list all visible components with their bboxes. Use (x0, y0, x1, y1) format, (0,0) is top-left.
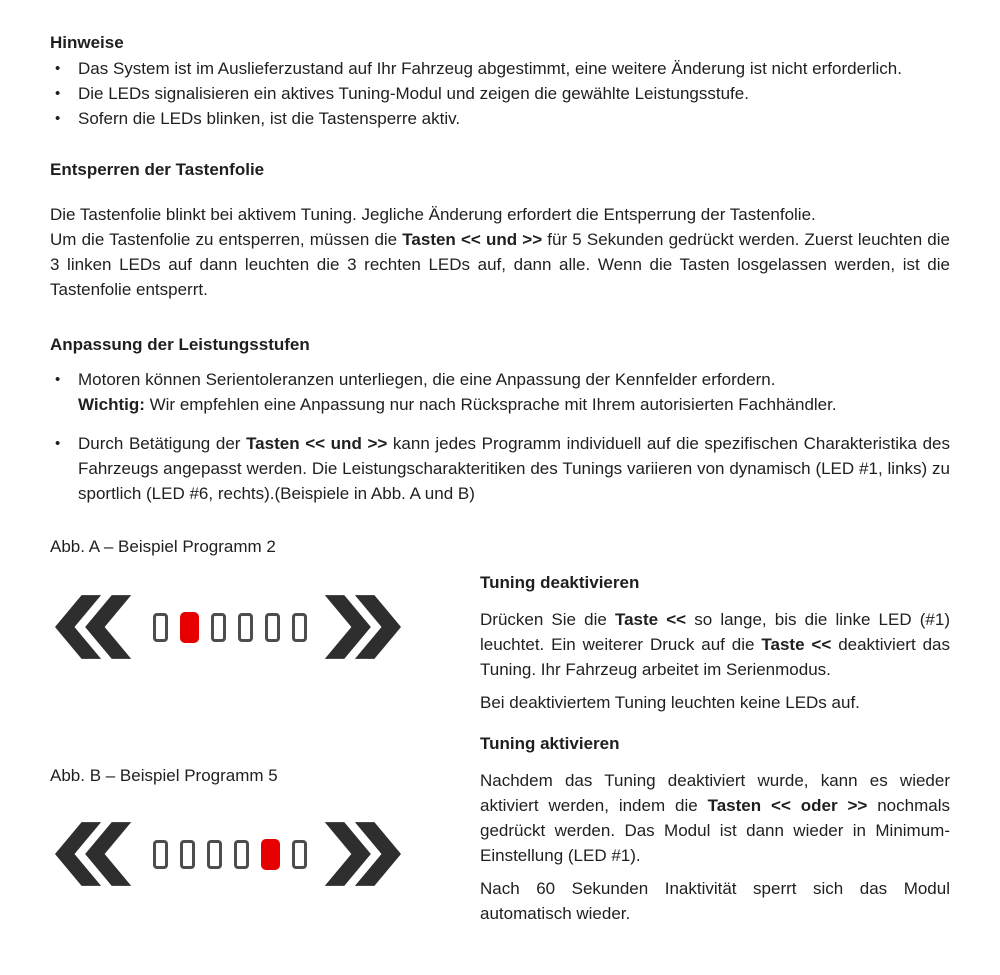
deaktivieren-paragraph-2: Bei deaktiviertem Tuning leuchten keine LEDs auf. (480, 693, 860, 712)
led-1 (153, 840, 168, 869)
led-3 (211, 613, 226, 642)
hinweise-bullet-1-text: Das System ist im Auslieferzustand auf Ihr Fahrzeug abgestimmt, eine weitere Änderung ist nicht erforderlich. (78, 59, 902, 78)
anpassung-bullet-2-text (78, 431, 950, 506)
hinweise-bullet-2 (50, 81, 950, 106)
led-4 (234, 840, 249, 869)
hinweise-bullet-3 (50, 106, 950, 131)
deaktivieren-paragraph-1 (480, 607, 950, 682)
section-title-hinweise: Hinweise (50, 33, 124, 52)
anpassung-bullet-1-line-2 (78, 392, 950, 417)
hinweise-bullet-3-text: Sofern die LEDs blinken, ist die Tastensperre aktiv. (78, 109, 461, 128)
section-hinweise (50, 30, 950, 131)
text-run: Nachdem das Tuning deaktiviert wurde, kann es wieder aktiviert werden, indem die (480, 771, 950, 815)
led-strip (153, 612, 307, 643)
text-run: so lange, bis die linke LED (#1) leuchtet. Ein weiterer Druck auf die (480, 610, 950, 654)
bullet-icon: • (55, 371, 61, 388)
figures-column (50, 534, 480, 934)
figure-b-led-display (55, 818, 480, 890)
entsperren-line-1: Die Tastenfolie blinkt bei aktivem Tuning. Jegliche Änderung erfordert die Entsperrung der Tastenfolie. (50, 205, 816, 224)
bold-text-run: Wichtig: (78, 395, 145, 414)
text-run: Um die Tastenfolie zu entsperren, müssen die (50, 230, 403, 249)
led-strip (153, 839, 307, 870)
anpassung-bullet-1 (50, 367, 950, 417)
text-run: Wir empfehlen eine Anpassung nur nach Rücksprache mit Ihrem autorisierten Fachhändler. (144, 395, 837, 414)
anpassung-bullet-1-line-1: Motoren können Serientoleranzen unterliegen, die eine Anpassung der Kennfelder erfordern. (78, 370, 776, 389)
section-title-aktivieren: Tuning aktivieren (480, 734, 620, 753)
led-6 (292, 840, 307, 869)
bullet-icon: • (55, 435, 61, 452)
aktivieren-paragraph-1 (480, 768, 950, 868)
instructions-column (480, 534, 950, 934)
text-run: nochmals gedrückt werden. Das Modul ist dann wieder in Minimum-Einstellung (LED #1). (480, 796, 950, 865)
led-1 (153, 613, 168, 642)
figure-b-caption: Abb. B – Beispiel Programm 5 (50, 766, 278, 785)
section-entsperren (50, 157, 950, 302)
anpassung-bullet-1-text (78, 367, 950, 417)
bold-text-run: Taste << (614, 610, 687, 629)
led-6 (292, 613, 307, 642)
text-run: Drücken Sie die (480, 610, 615, 629)
led-5-active (261, 839, 280, 870)
bold-text-run: Tasten << und >> (246, 434, 388, 453)
bullet-icon: • (55, 110, 61, 127)
section-title-anpassung: Anpassung der Leistungsstufen (50, 335, 310, 354)
text-run: Durch Betätigung der (78, 434, 247, 453)
section-title-entsperren: Entsperren der Tastenfolie (50, 160, 265, 179)
figure-a-caption: Abb. A – Beispiel Programm 2 (50, 537, 276, 556)
bullet-icon: • (55, 85, 61, 102)
double-chevron-right-icon (323, 818, 401, 890)
section-title-deaktivieren: Tuning deaktivieren (480, 573, 640, 592)
bold-text-run: Tasten << oder >> (707, 796, 868, 815)
figures-and-instructions (50, 534, 950, 934)
text-run: deaktiviert das Tuning. Ihr Fahrzeug arbeitet im Serienmodus. (480, 635, 950, 679)
hinweise-bullet-2-text: Die LEDs signalisieren ein aktives Tuning-Modul und zeigen die gewählte Leistungsstufe. (78, 84, 749, 103)
double-chevron-left-icon (55, 818, 133, 890)
led-3 (207, 840, 222, 869)
anpassung-bullet-2 (50, 431, 950, 506)
bullet-icon: • (55, 60, 61, 77)
led-2-active (180, 612, 199, 643)
entsperren-paragraph (50, 227, 950, 302)
bold-text-run: Tasten << und >> (402, 230, 543, 249)
text-run: kann jedes Programm individuell auf die spezifischen Charakteristika des Fahrzeugs angepasst werden. Die Leistungscharakteritiken des Tunings variieren von dynamisch (LED #1, links) zu sportlich (LED #6, rechts).(Beispiele in Abb. A und B) (78, 434, 950, 503)
section-anpassung (50, 332, 950, 506)
double-chevron-right-icon (323, 591, 401, 663)
double-chevron-left-icon (55, 591, 133, 663)
text-run: für 5 Sekunden gedrückt werden. Zuerst leuchten die 3 linken LEDs auf dann leuchten die 3 rechten LEDs auf, dann alle. Wenn die Tasten losgelassen werden, ist die Tastenfolie entsperrt. (50, 230, 950, 299)
led-4 (238, 613, 253, 642)
figure-a-led-display (55, 591, 480, 663)
led-5 (265, 613, 280, 642)
hinweise-bullet-1 (50, 56, 950, 81)
aktivieren-paragraph-2: Nach 60 Sekunden Inaktivität sperrt sich das Modul automatisch wieder. (480, 879, 950, 923)
bold-text-run: Taste << (761, 635, 832, 654)
led-2 (180, 840, 195, 869)
